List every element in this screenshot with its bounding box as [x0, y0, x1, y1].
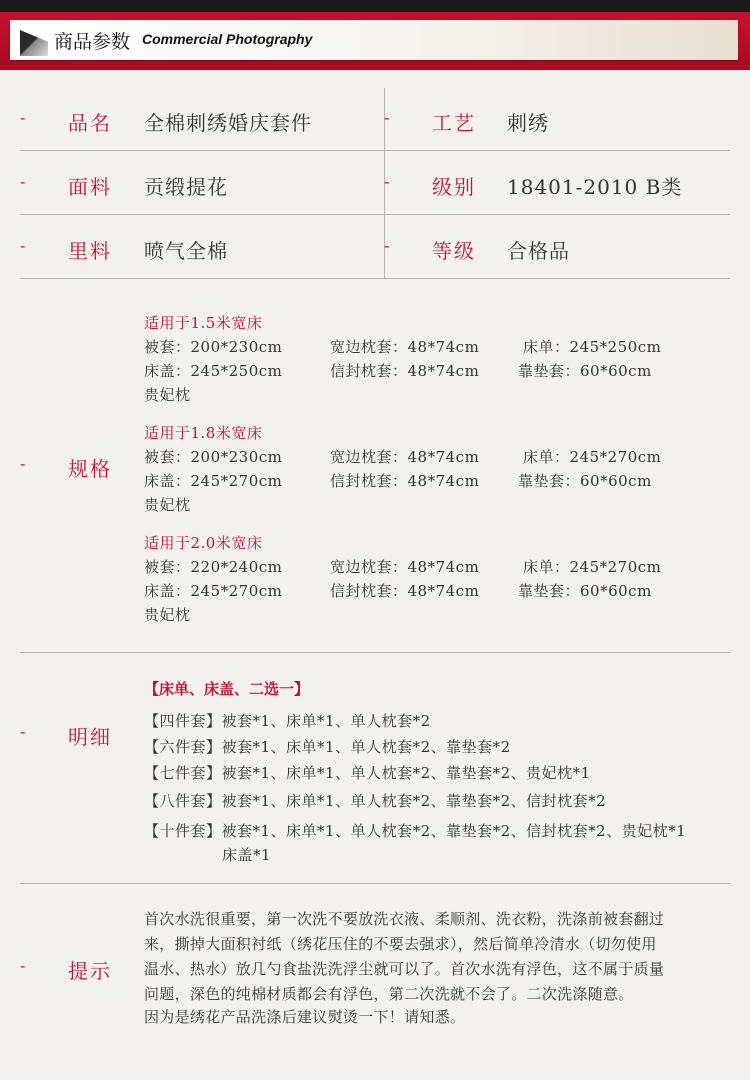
spec-item: 被套：200*230cm [144, 448, 283, 466]
spec-item: 床盖：245*270cm [144, 472, 283, 490]
tip-line: 温水、热水）放几勺食盐洗洗浮尘就可以了。首次水洗有浮色，这不属于质量 [144, 960, 665, 978]
tip-line: 问题，深色的纯棉材质都会有浮色，第二次洗就不会了。二次洗涤随意。 [144, 985, 634, 1003]
spec-item: 宽边枕套：48*74cm [330, 448, 480, 466]
top-dark-bar [0, 0, 750, 12]
spec-label: 规格 [68, 457, 112, 481]
param-label-grade: 级别 [432, 175, 476, 199]
bullet-dash: - [20, 172, 26, 191]
tips-label: 提示 [68, 959, 112, 983]
divider [20, 214, 730, 215]
tip-line: 因为是绣花产品洗涤后建议熨烫一下！请知悉。 [144, 1008, 466, 1026]
param-label-fabric: 面料 [68, 175, 112, 199]
param-label-craft: 工艺 [432, 111, 476, 135]
divider [20, 150, 730, 151]
bullet-dash: - [384, 172, 390, 191]
spec-item: 宽边枕套：48*74cm [330, 558, 480, 576]
folded-corner-icon [20, 30, 48, 56]
tip-line: 首次水洗很重要，第一次洗不要放洗衣液、柔顺剂、洗衣粉，洗涤前被套翻过 [144, 910, 665, 928]
spec-item: 信封枕套：48*74cm [330, 362, 480, 380]
detail-item: 【八件套】被套*1、床单*1、单人枕套*2、靠垫套*2、信封枕套*2 [144, 792, 607, 810]
spec-item: 被套：220*240cm [144, 558, 283, 576]
spec-item: 宽边枕套：48*74cm [330, 338, 480, 356]
bullet-dash: - [20, 236, 26, 255]
spec-item: 床单：245*270cm [523, 448, 662, 466]
spec-item: 信封枕套：48*74cm [330, 472, 480, 490]
section-header [0, 12, 750, 70]
divider [20, 278, 730, 279]
detail-item: 【四件套】被套*1、床单*1、单人枕套*2 [144, 712, 431, 730]
param-label-level: 等级 [432, 239, 476, 263]
spec-item: 被套：200*230cm [144, 338, 283, 356]
tip-line: 来，撕掉大面积衬纸（绣花压住的不要去强求），然后简单冷清水（切勿使用 [144, 935, 657, 953]
spec-item: 床单：245*270cm [523, 558, 662, 576]
divider [20, 883, 730, 884]
spec-item: 床单：245*250cm [523, 338, 662, 356]
bullet-dash: - [384, 108, 390, 127]
detail-item: 【十件套】被套*1、床单*1、单人枕套*2、靠垫套*2、信封枕套*2、贵妃枕*1 [144, 822, 687, 840]
detail-item: 【六件套】被套*1、床单*1、单人枕套*2、靠垫套*2 [144, 738, 511, 756]
divider [20, 652, 730, 653]
param-value-name: 全棉刺绣婚庆套件 [144, 111, 312, 135]
param-value-lining: 喷气全棉 [144, 239, 228, 263]
spec-item: 贵妃枕 [144, 606, 191, 624]
param-value-fabric: 贡缎提花 [144, 175, 228, 199]
param-value-grade: 18401-2010 B类 [507, 175, 683, 199]
header-banner [10, 20, 738, 60]
header-subtitle: Commercial Photography [142, 31, 313, 47]
spec-group-title: 适用于1.8米宽床 [144, 424, 263, 442]
param-label-lining: 里料 [68, 239, 112, 263]
param-value-craft: 刺绣 [507, 111, 549, 135]
spec-group-title: 适用于2.0米宽床 [144, 534, 263, 552]
spec-item: 靠垫套：60*60cm [518, 472, 652, 490]
bullet-dash: - [20, 956, 26, 975]
detail-item-continued: 床盖*1 [222, 846, 272, 864]
spec-item: 床盖：245*270cm [144, 582, 283, 600]
spec-item: 贵妃枕 [144, 496, 191, 514]
spec-item: 床盖：245*250cm [144, 362, 283, 380]
spec-item: 靠垫套：60*60cm [518, 582, 652, 600]
spec-group-title: 适用于1.5米宽床 [144, 314, 263, 332]
detail-item: 【七件套】被套*1、床单*1、单人枕套*2、靠垫套*2、贵妃枕*1 [144, 764, 591, 782]
bullet-dash: - [20, 108, 26, 127]
spec-item: 信封枕套：48*74cm [330, 582, 480, 600]
param-value-level: 合格品 [507, 239, 570, 263]
bullet-dash: - [20, 722, 26, 741]
spec-item: 靠垫套：60*60cm [518, 362, 652, 380]
spec-item: 贵妃枕 [144, 386, 191, 404]
bullet-dash: - [384, 236, 390, 255]
header-title: 商品参数 [54, 31, 131, 53]
param-label-name: 品名 [68, 111, 112, 135]
detail-label: 明细 [68, 725, 112, 749]
detail-head: 【床单、床盖、二选一】 [144, 680, 310, 698]
bullet-dash: - [20, 454, 26, 473]
